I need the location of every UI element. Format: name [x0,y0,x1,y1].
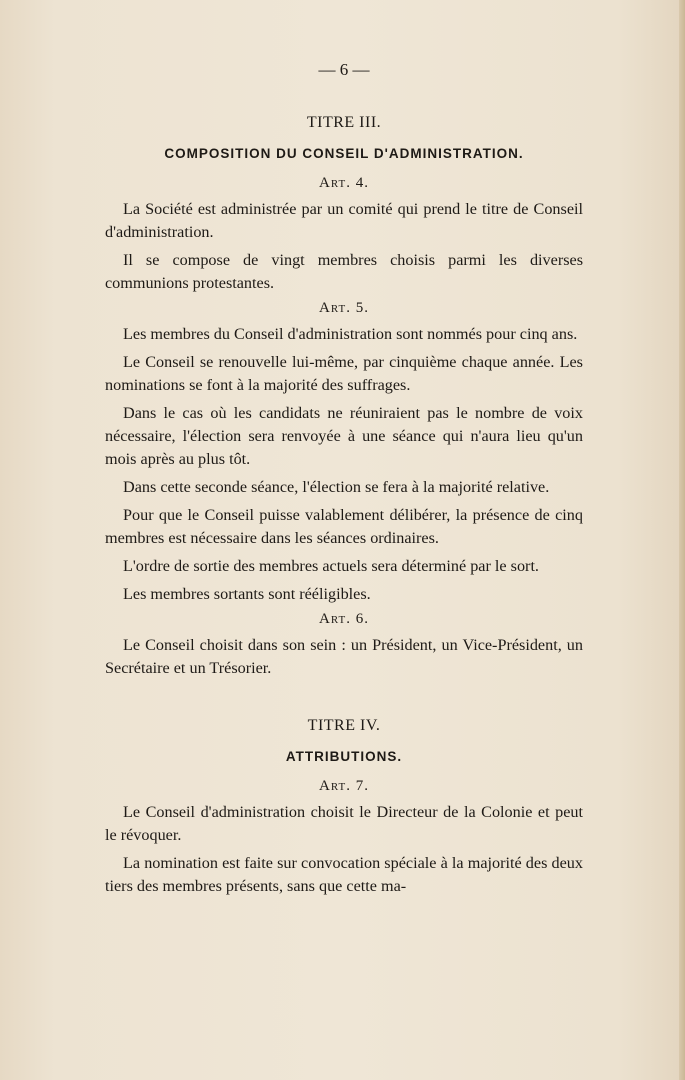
paragraph: Le Conseil se renouvelle lui-même, par cinquième chaque année. Les nominations se font à la majorité des suffrages. [105,353,583,394]
paragraph: Le Conseil choisit dans son sein : un Président, un Vice-Président, un Secrétaire et un Trésorier. [105,636,583,677]
page-edge [679,0,685,1080]
section-heading: ATTRIBUTIONS. [285,749,403,764]
paragraph: Les membres du Conseil d'administration sont nommés pour cinq ans. [123,325,578,343]
paragraph: La nomination est faite sur convocation spéciale à la majorité des deux tiers des membres présents, sans que cette ma- [105,854,583,895]
section-title: TITRE IV. [307,717,381,734]
paragraph: Il se compose de vingt membres choisis parmi les diverses communions protestantes. [105,251,583,292]
page-number: — 6 — [318,60,370,79]
article-label: Art. 6. [319,611,369,627]
section-title: TITRE III. [306,114,382,131]
page-content [105,60,583,903]
paragraph: La Société est administrée par un comité qui prend le titre de Conseil d'administration. [105,200,583,241]
paragraph: Dans cette seconde séance, l'élection se fera à la majorité relative. [123,478,550,496]
paragraph: L'ordre de sortie des membres actuels sera déterminé par le sort. [123,557,539,575]
section-spacer [105,685,583,717]
paragraph: Le Conseil d'administration choisit le Directeur de la Colonie et peut le révoquer. [105,803,583,844]
section-heading: COMPOSITION DU CONSEIL D'ADMINISTRATION. [164,146,524,161]
paragraph: Pour que le Conseil puisse valablement délibérer, la présence de cinq membres est nécessaire dans les séances ordinaires. [105,506,583,547]
article-label: Art. 4. [319,175,369,191]
article-label: Art. 5. [319,300,369,316]
article-label: Art. 7. [319,778,369,794]
paragraph: Les membres sortants sont rééligibles. [123,585,371,603]
paragraph: Dans le cas où les candidats ne réuniraient pas le nombre de voix nécessaire, l'élection sera renvoyée à une séance qui n'aura lieu qu'un mois après au plus tôt. [105,404,583,468]
